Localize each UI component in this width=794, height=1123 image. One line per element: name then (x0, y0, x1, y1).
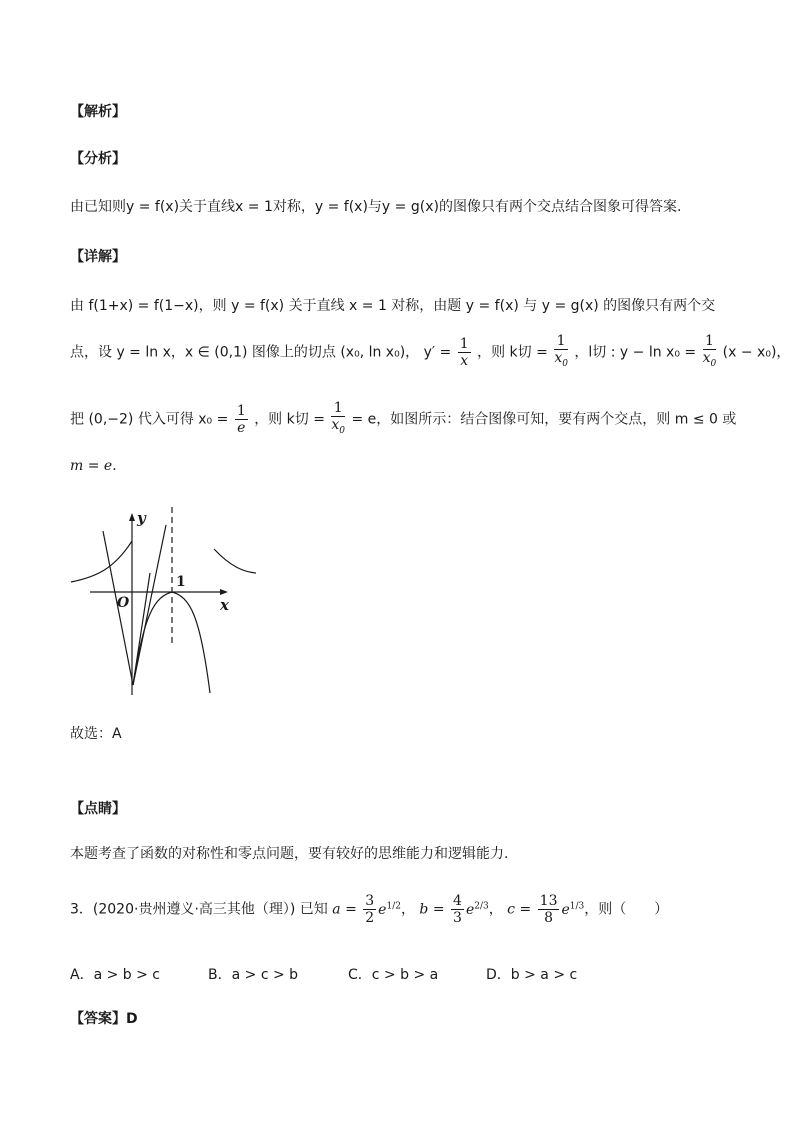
fraction-13-over-8: $\frac{13}{8}$ (539, 893, 558, 926)
answer-line: 【答案】D (70, 1011, 138, 1027)
exp-e-third: $e^{1/3}$ (561, 900, 585, 918)
fraction-1-over-x0-c: $\frac{1}{x_0}$ (331, 400, 346, 436)
y-axis-arrow (129, 513, 135, 521)
option-b[interactable]: B．a > c > b (208, 967, 299, 983)
question-3: 3．(2020·贵州遵义·高三其他（理）) 已知 a = $\frac{3}{2}$ $e^{1/2}$， b = $\frac{4}{3}$ $e^{2/3}$， c = $\frac{13}{8}$ $e^{1/3}$，则（ ） (70, 893, 669, 926)
question-b-def: b = (419, 901, 445, 918)
x-axis-label: x (220, 596, 229, 614)
one-label: 1 (176, 574, 186, 590)
curve-left-of-1 (133, 592, 172, 685)
option-a[interactable]: A．a > b > c (70, 967, 161, 983)
detail-line-4: m = e. (70, 458, 117, 474)
fraction-3-over-2: $\frac{3}{2}$ (365, 893, 375, 926)
exp-e-two-thirds: $e^{2/3}$ (465, 900, 489, 918)
heading-fenxi: 【分析】 (70, 151, 126, 167)
fraction-1-over-x0-b: $\frac{1}{x_0}$ (702, 333, 717, 369)
x-axis-arrow (220, 589, 228, 595)
curve-upper-left (71, 541, 132, 582)
heading-jiexi: 【解析】 (70, 104, 126, 120)
detail-line-3-b: ，则 k切 = (254, 411, 325, 428)
question-a-def: a = (332, 901, 357, 918)
detail-line-3 (70, 400, 736, 439)
detail-line-3-a: 把 (0,−2) 代入可得 x₀ = (70, 411, 229, 428)
detail-line-2 (70, 333, 790, 372)
detail-line-2-a: 点，设 y = ln x，x ∈ (0,1) 图像上的切点 (x₀, ln x₀)， (70, 344, 420, 361)
question-suffix: ，则（ ） (584, 901, 669, 918)
detail-line-1: 由 f(1+x) = f(1−x)，则 y = f(x) 关于直线 x = 1 对称，由题 y = f(x) 与 y = g(x) 的图像只有两个交 (70, 298, 716, 314)
fraction-1-over-x: $\frac{1}{x}$ (459, 335, 469, 369)
detail-line-2-c: ，则 k切 = (477, 344, 548, 361)
curve-upper-right (214, 549, 256, 573)
detail-line-2-d: ，l切 : y − ln x₀ = (574, 344, 697, 361)
summary-text: 本题考查了函数的对称性和零点问题，要有较好的思维能力和逻辑能力. (70, 846, 509, 862)
detail-line-2-e: (x − x₀)， (722, 344, 791, 361)
fraction-1-over-e: $\frac{1}{e}$ (236, 402, 246, 436)
option-c[interactable]: C．c > b > a (348, 967, 439, 983)
exp-e-half: $e^{1/2}$ (378, 900, 401, 918)
origin-label: O (117, 595, 130, 611)
question-prefix: 3．(2020·贵州遵义·高三其他（理）) 已知 (70, 901, 328, 918)
curve-right-of-1 (172, 592, 210, 693)
fraction-4-over-3: $\frac{4}{3}$ (453, 893, 462, 926)
analysis-text: 由已知则y = f(x)关于直线x = 1对称，y = f(x)与y = g(x)的图像只有两个交点结合图象可得答案. (70, 199, 682, 215)
function-graph-figure (66, 505, 266, 695)
option-d[interactable]: D．b > a > c (486, 967, 578, 983)
choose-answer: 故选：A (70, 726, 122, 742)
line-tangent-2 (133, 525, 166, 685)
y-axis-label: y (137, 509, 146, 527)
fraction-1-over-x0-a: $\frac{1}{x_0}$ (554, 333, 568, 369)
detail-line-3-c: = e，如图所示：结合图像可知，要有两个交点，则 m ≤ 0 或 (351, 411, 737, 428)
heading-xiangjie: 【详解】 (70, 249, 126, 265)
detail-line-2-b: y′ = (423, 344, 452, 361)
question-c-def: c = (507, 901, 532, 918)
heading-dianjing: 【点睛】 (70, 801, 126, 817)
